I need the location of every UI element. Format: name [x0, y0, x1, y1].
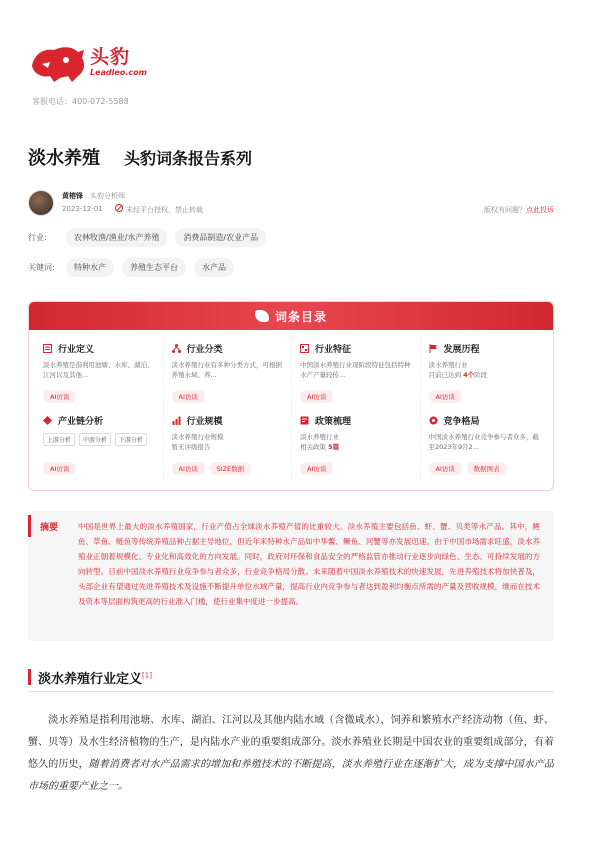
keyword-row	[28, 258, 242, 277]
toc-card-title: 发展历程	[443, 345, 480, 355]
competition-icon	[429, 416, 438, 425]
data-chart-button[interactable]: 数据图表	[467, 462, 507, 475]
ai-interview-button[interactable]: AI访谈	[300, 390, 333, 403]
copyright-question: 版权有问题？	[484, 206, 526, 214]
toc-card-scale[interactable]	[164, 408, 293, 480]
toc-card-desc: 淡水养殖行业 相关政策 5篇	[300, 433, 340, 451]
abstract-box	[28, 511, 554, 641]
author-role: 头豹分析师	[90, 192, 125, 200]
author-name: 黄榕锋	[62, 192, 83, 200]
keyword-label: 关键词:	[28, 263, 55, 272]
toc-card-history[interactable]	[421, 336, 550, 408]
toc-card-desc: 淡水养殖行业 目前已达到 4个阶段	[428, 361, 488, 379]
policy-count: 5篇	[328, 443, 340, 451]
ai-interview-button[interactable]: AI访谈	[43, 390, 76, 403]
report-title	[28, 144, 252, 170]
scale-icon	[172, 416, 181, 425]
copyright-warning: 未经平台授权，禁止转载	[126, 206, 203, 214]
toc-card-title: 产业链分析	[58, 417, 104, 427]
toc-card-desc: 中国淡水养殖行业竞争参与者众多，截至2023年9月2...	[428, 433, 539, 451]
author-info	[28, 190, 554, 216]
toc-card-classification[interactable]	[164, 336, 293, 408]
chain-icon	[43, 416, 52, 425]
toc-card-policy[interactable]	[292, 408, 421, 480]
section-body	[28, 710, 554, 798]
toc-card-title: 竞争格局	[443, 417, 480, 427]
size-data-button[interactable]: SIZE数据	[210, 462, 252, 475]
toc-card-desc: 淡水养殖行业有多种分类方式，可根据养殖水域、养...	[171, 361, 282, 379]
midstream-tag[interactable]: 中游分析	[79, 433, 111, 446]
table-of-contents	[28, 301, 554, 491]
chain-tags	[43, 433, 155, 446]
body-paragraph-italic: 随着消费者对水产品需求的增加和养殖技术的不断提高，淡水养殖行业在逐渐扩大，成为支撑中国水产品市场的重要产业之一。	[28, 759, 555, 792]
toc-card-title: 行业定义	[58, 345, 95, 355]
keyword-tag[interactable]: 养殖生态平台	[122, 258, 186, 277]
leopard-icon	[255, 310, 269, 322]
ai-interview-button[interactable]: AI访谈	[429, 390, 462, 403]
keyword-tag[interactable]: 特种水产	[66, 258, 114, 277]
industry-tag[interactable]: 消费品制造/农业产品	[175, 228, 266, 247]
service-hotline: 客服电话：400-072-5588	[32, 97, 129, 106]
toc-card-chain[interactable]	[35, 408, 164, 480]
abstract-accent	[28, 515, 31, 537]
ai-interview-button[interactable]: AI访谈	[300, 462, 333, 475]
upstream-tag[interactable]: 上游分析	[43, 433, 75, 446]
classification-icon	[172, 344, 181, 353]
report-link[interactable]: 点此投诉	[526, 206, 554, 214]
publish-date: 2023-12-01	[62, 205, 103, 213]
toc-card-definition[interactable]	[35, 336, 164, 408]
toc-card-desc: 中国淡水养殖行业现阶段特征包括特种水产产量较传...	[300, 361, 411, 379]
ai-interview-button[interactable]: AI访谈	[172, 462, 205, 475]
feature-icon	[300, 344, 309, 353]
toc-card-title: 行业规模	[186, 417, 223, 427]
industry-row	[28, 228, 274, 247]
industry-label: 行业:	[28, 233, 47, 242]
definition-icon	[43, 344, 52, 353]
abstract-label: 摘要	[40, 523, 59, 533]
toc-card-desc: 淡水养殖是指利用池塘、水库、湖泊、江河以及其他...	[43, 361, 154, 379]
ai-interview-button[interactable]: AI访谈	[43, 462, 76, 475]
copyright-report	[484, 205, 554, 215]
toc-card-competition[interactable]	[421, 408, 550, 480]
ai-interview-button[interactable]: AI访谈	[172, 390, 205, 403]
policy-icon	[300, 416, 309, 425]
toc-card-title: 行业分类	[186, 345, 223, 355]
toc-header	[29, 302, 553, 330]
keyword-tag[interactable]: 水产品	[194, 258, 234, 277]
page-title: 淡水养殖	[28, 148, 100, 169]
industry-tag[interactable]: 农林牧渔/渔业/水产养殖	[66, 228, 167, 247]
toc-title: 词条目录	[274, 310, 327, 324]
section-header	[28, 668, 554, 692]
body-paragraph: 淡水养殖是指利用池塘、水库、湖泊、江河以及其他内陆水域（含微咸水），饲养和繁殖水产经济动物（鱼、虾、蟹、贝等）及水生经济植物的生产，是内陆水产业的重要组成部分。淡水养殖业长期是中国农业的重要组成部分，有着悠久的历史，	[28, 715, 554, 770]
abstract-text: 中国是世界上最大的淡水养殖国家，行业产值占全球淡水养殖产值的比重较大。淡水养殖主要包括鱼、虾、蟹、贝类等水产品。其中，鲤鱼、草鱼、鲢鱼等传统养殖品种占据主导地位，但近年来特种水产品如中华鳖、鳜鱼、河蟹等亦发展迅速。由于中国市场需求旺盛，淡水养殖业正朝着规模化、专业化和高效化的方向发展。同时，政府对环保和食品安全的严格监管亦推动行业逐步向绿色、生态、可持续发展的方向转型。目前中国淡水养殖行业竞争参与者众多，行业竞争格局分散。未来随着中国淡水养殖技术的快速发展，先进养殖技术将加快普及，头部企业有望通过先进养殖技术及设施不断提升单位水域产量，提高行业内竞争参与者达到盈利均衡点所需的产量及营收规模，继而在技术及资本等层面构筑更高的行业准入门槛，使行业集中度进一步提高。	[78, 522, 540, 606]
toc-card-feature[interactable]	[292, 336, 421, 408]
ai-interview-button[interactable]: AI访谈	[429, 462, 462, 475]
downstream-tag[interactable]: 下游分析	[115, 433, 147, 446]
forbidden-icon	[115, 204, 123, 212]
report-series: 头豹词条报告系列	[124, 149, 253, 168]
toc-grid	[35, 336, 549, 480]
section-accent	[28, 669, 31, 685]
toc-card-title: 政策梳理	[315, 417, 352, 427]
history-icon	[429, 344, 438, 353]
stage-count: 4个	[463, 371, 475, 379]
toc-card-desc: 淡水养殖行业规模 暂无评级报告	[171, 433, 224, 451]
toc-card-title: 行业特征	[315, 345, 352, 355]
avatar	[28, 190, 54, 216]
section-title: 淡水养殖行业定义	[38, 672, 143, 687]
brand-header	[28, 40, 178, 110]
leopard-logo-icon	[28, 42, 86, 84]
brand-site[interactable]: Leadleo.com	[90, 68, 147, 77]
brand-name: 头豹	[90, 46, 131, 68]
reference-mark[interactable]: [1]	[142, 671, 152, 680]
